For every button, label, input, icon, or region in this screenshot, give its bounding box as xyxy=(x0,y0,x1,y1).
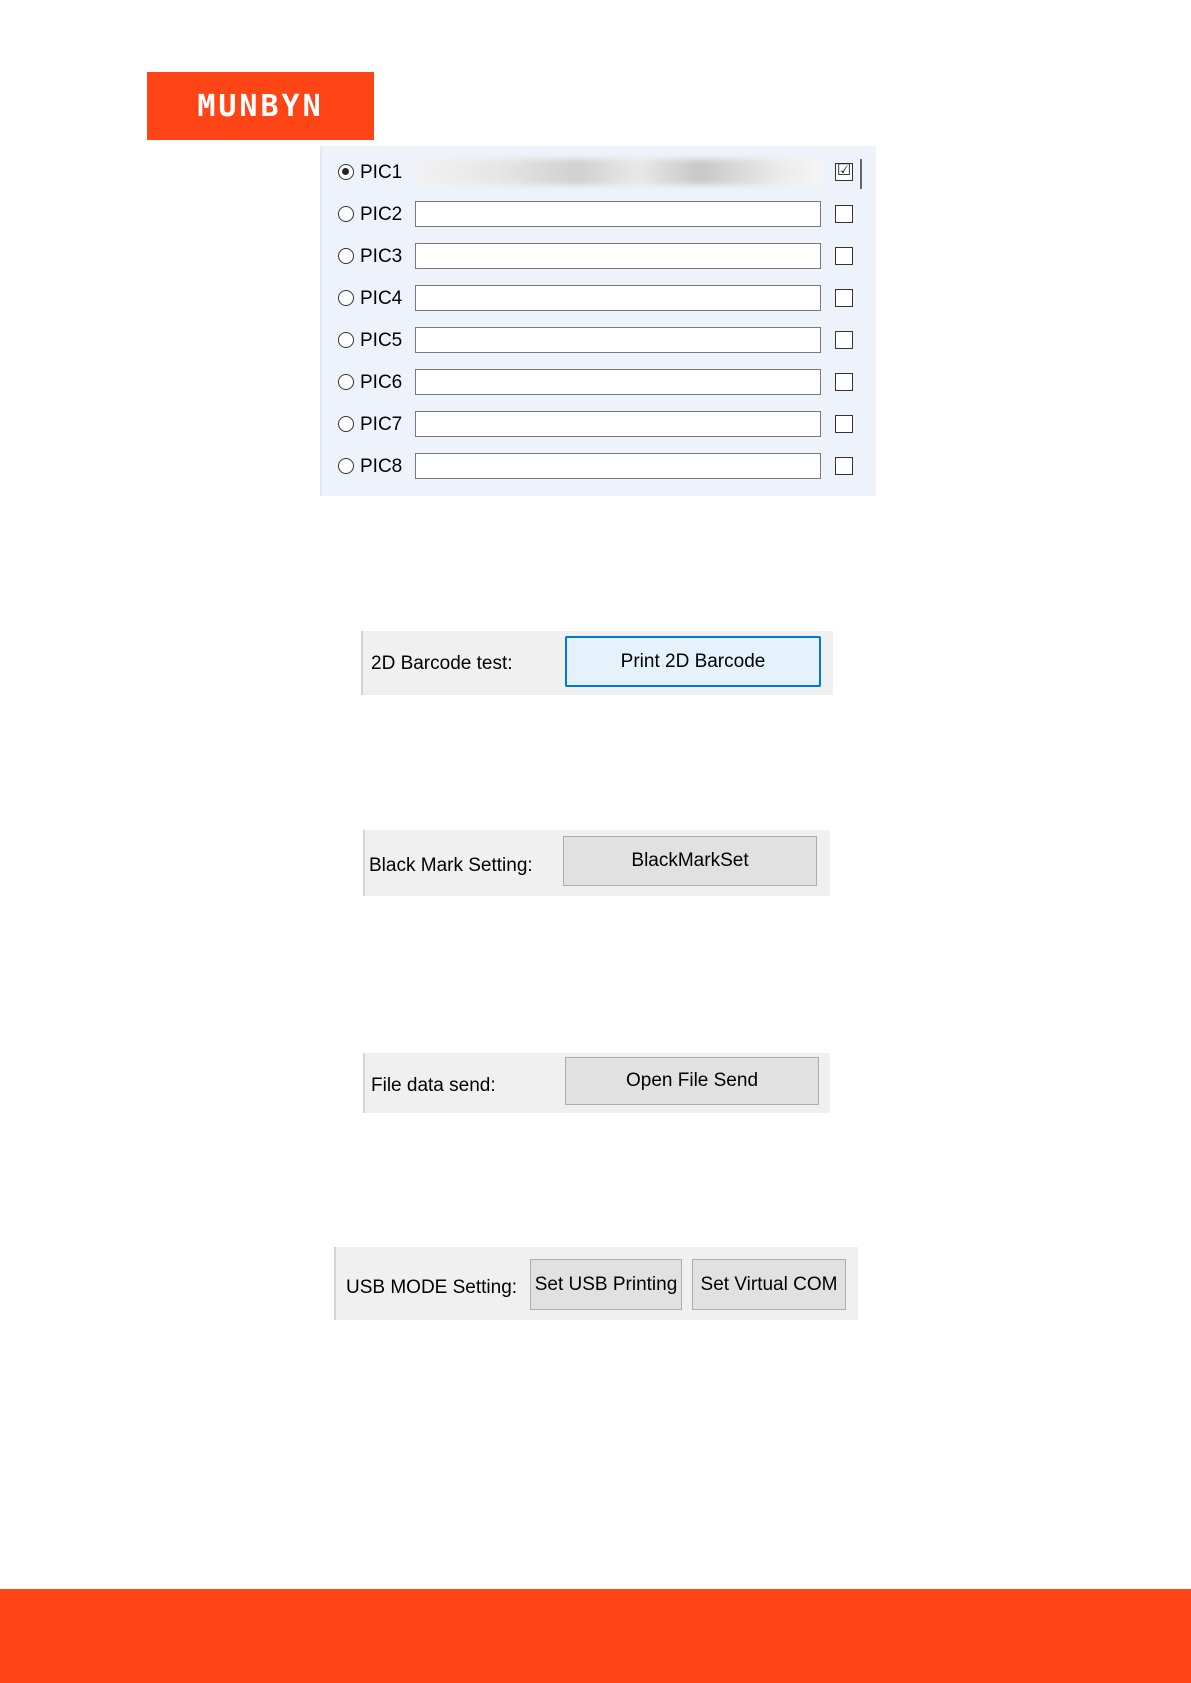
pic8-radio[interactable] xyxy=(338,458,354,474)
pic1-divider xyxy=(860,159,862,189)
picture-list-panel xyxy=(320,146,876,496)
pic4-label: PIC4 xyxy=(360,288,403,309)
brand-name: MUNBYN xyxy=(197,88,324,124)
pic6-label: PIC6 xyxy=(360,372,403,393)
pic8-checkbox[interactable] xyxy=(835,457,853,475)
pic-row-3 xyxy=(322,241,876,275)
pic-row-5 xyxy=(322,325,876,359)
pic5-checkbox[interactable] xyxy=(835,331,853,349)
pic-row-6 xyxy=(322,367,876,401)
black-mark-set-button[interactable]: BlackMarkSet xyxy=(563,836,817,886)
footer-bar xyxy=(0,1589,1191,1683)
pic4-radio[interactable] xyxy=(338,290,354,306)
pic4-path-input[interactable] xyxy=(415,285,821,311)
usb-mode-panel xyxy=(334,1247,858,1320)
black-mark-label: Black Mark Setting: xyxy=(369,855,533,876)
pic5-path-input[interactable] xyxy=(415,327,821,353)
pic1-label: PIC1 xyxy=(360,162,403,183)
set-virtual-com-button[interactable]: Set Virtual COM xyxy=(692,1259,846,1310)
pic-row-7 xyxy=(322,409,876,443)
file-send-panel xyxy=(363,1053,830,1113)
pic5-radio[interactable] xyxy=(338,332,354,348)
pic3-radio[interactable] xyxy=(338,248,354,264)
pic6-path-input[interactable] xyxy=(415,369,821,395)
pic5-label: PIC5 xyxy=(360,330,403,351)
pic-row-1 xyxy=(322,157,876,191)
pic2-label: PIC2 xyxy=(360,204,403,225)
pic-row-4 xyxy=(322,283,876,317)
pic2-radio[interactable] xyxy=(338,206,354,222)
munbyn-logo xyxy=(147,72,374,140)
pic1-checkbox[interactable]: ☑ xyxy=(836,162,852,179)
usb-mode-label: USB MODE Setting: xyxy=(346,1277,518,1298)
pic-row-8 xyxy=(322,451,876,485)
pic3-checkbox[interactable] xyxy=(835,247,853,265)
pic8-path-input[interactable] xyxy=(415,453,821,479)
file-send-label: File data send: xyxy=(371,1075,496,1096)
pic2-checkbox[interactable] xyxy=(835,205,853,223)
pic6-checkbox[interactable] xyxy=(835,373,853,391)
pic3-label: PIC3 xyxy=(360,246,403,267)
pic7-label: PIC7 xyxy=(360,414,403,435)
barcode-test-label: 2D Barcode test: xyxy=(371,653,513,674)
set-usb-printing-button[interactable]: Set USB Printing xyxy=(530,1259,682,1310)
pic1-path-input[interactable] xyxy=(415,159,821,185)
pic2-path-input[interactable] xyxy=(415,201,821,227)
pic6-radio[interactable] xyxy=(338,374,354,390)
barcode-test-panel xyxy=(361,631,833,695)
print-2d-barcode-button[interactable]: Print 2D Barcode xyxy=(565,636,821,687)
pic7-path-input[interactable] xyxy=(415,411,821,437)
pic3-path-input[interactable] xyxy=(415,243,821,269)
pic7-radio[interactable] xyxy=(338,416,354,432)
pic1-radio[interactable] xyxy=(338,164,354,180)
pic7-checkbox[interactable] xyxy=(835,415,853,433)
pic-row-2 xyxy=(322,199,876,233)
black-mark-panel xyxy=(363,830,830,896)
open-file-send-button[interactable]: Open File Send xyxy=(565,1057,819,1105)
pic8-label: PIC8 xyxy=(360,456,403,477)
pic4-checkbox[interactable] xyxy=(835,289,853,307)
